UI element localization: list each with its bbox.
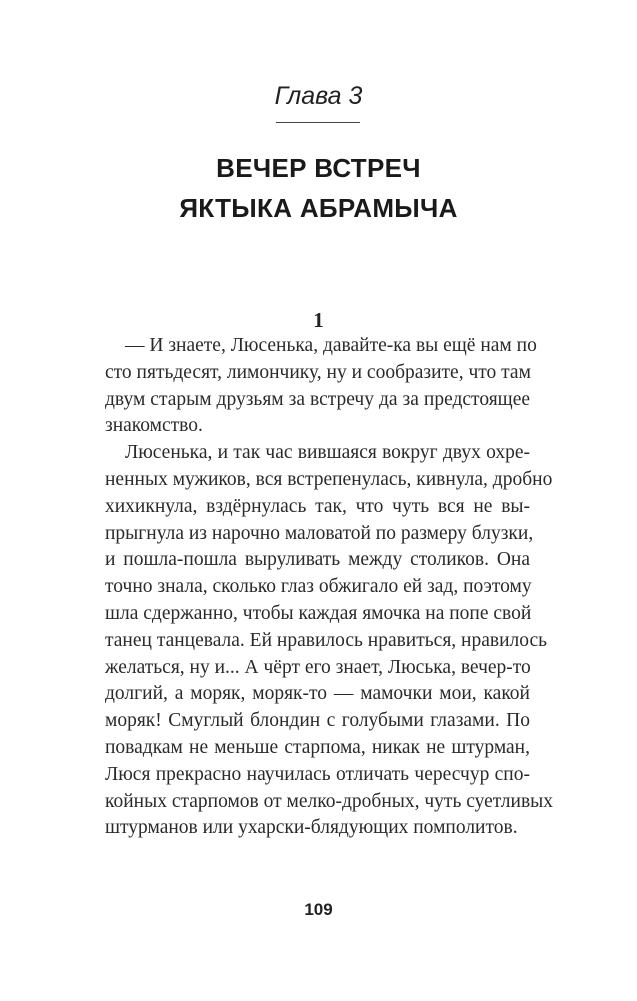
text-line: Люсенька, и так час вившаяся вокруг двух охре- [125, 442, 530, 464]
text-line: танец танцевала. Ей нравилось нравиться, нравилось [105, 629, 548, 651]
text-line: повадкам не меньше старпома, никак не штурман, [105, 736, 530, 758]
chapter-title-line: ЯКТЫКА АБРАМЫЧА [179, 193, 458, 223]
text-line: двум старым друзьям за встречу да за предстоящее [105, 388, 530, 410]
text-line: сто пятьдесят, лимончику, ну и сообразите, что там [105, 361, 531, 383]
text-line: и пошла-пошла выруливать между столиков. Она [105, 549, 530, 571]
chapter-label: Глава 3 [274, 82, 363, 110]
text-line: хихикнула, вздёрнулась так, что чуть вся не вы- [105, 495, 530, 517]
chapter-title-line: ВЕЧЕР ВСТРЕЧ [216, 153, 421, 183]
text-line: ненных мужиков, вся встрепенулась, кивнула, дробно [105, 468, 553, 490]
text-line: Люся прекрасно научилась отличать чересчур спо- [105, 763, 530, 785]
text-line: койных старпомов от мелко-дробных, чуть суетливых [105, 790, 554, 812]
text-line: моряк! Смуглый блондин с голубыми глазами. По [105, 710, 530, 732]
text-line: прыгнула из нарочно маловатой по размеру блузки, [105, 522, 534, 544]
section-number: 1 [313, 308, 324, 332]
text-line: желаться, ну и... А чёрт его знает, Люська, вечер-то [105, 656, 531, 678]
text-line: штурманов или ухарски-блядующих помполитов. [105, 817, 518, 839]
chapter-divider [276, 122, 360, 123]
text-line: — И знаете, Люсенька, давайте-ка вы ещё нам по [125, 335, 537, 356]
text-line: знакомство. [105, 415, 203, 437]
chapter-title [0, 148, 637, 228]
text-line: шла сдержанно, чтобы каждая ямочка на попе свой [105, 602, 532, 624]
page-number: 109 [304, 900, 333, 919]
text-line: точно знала, сколько глаз обжигало ей зад, поэтому [105, 576, 532, 598]
text-line: долгий, а моряк, моряк-то — мамочки мои, какой [105, 683, 530, 705]
body-text [105, 333, 554, 842]
